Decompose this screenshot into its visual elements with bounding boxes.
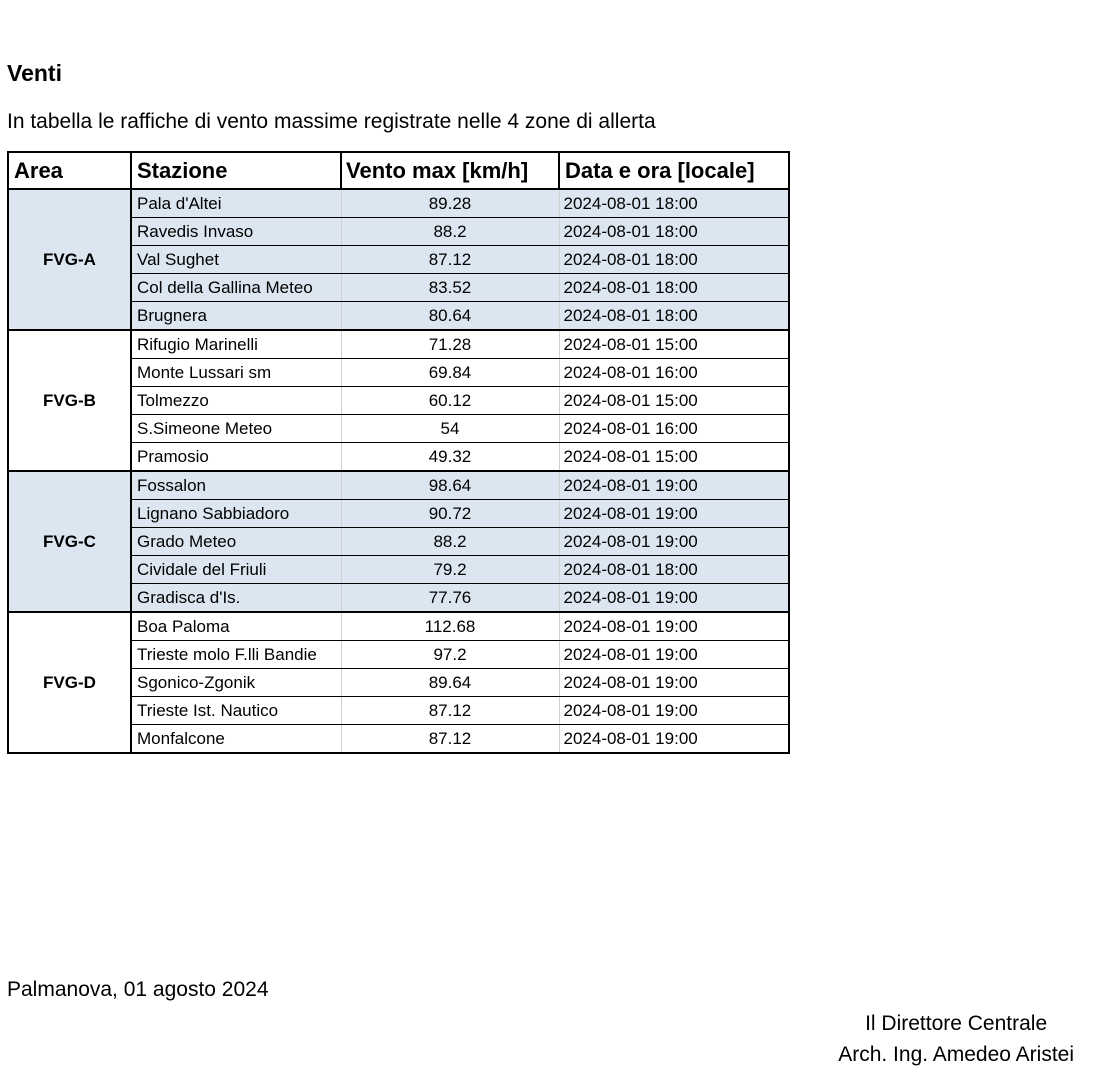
station-cell: Monte Lussari sm	[131, 359, 341, 387]
datetime-cell: 2024-08-01 18:00	[559, 556, 789, 584]
datetime-cell: 2024-08-01 18:00	[559, 189, 789, 218]
station-cell: Trieste Ist. Nautico	[131, 697, 341, 725]
table-row	[8, 189, 789, 218]
datetime-cell: 2024-08-01 16:00	[559, 415, 789, 443]
station-cell: Gradisca d'Is.	[131, 584, 341, 613]
station-cell: Monfalcone	[131, 725, 341, 754]
station-cell: Pala d'Altei	[131, 189, 341, 218]
wind-max-cell: 77.76	[341, 584, 559, 613]
datetime-cell: 2024-08-01 19:00	[559, 725, 789, 754]
wind-max-cell: 49.32	[341, 443, 559, 472]
header-station: Stazione	[131, 152, 341, 189]
wind-max-cell: 87.12	[341, 246, 559, 274]
wind-max-cell: 98.64	[341, 471, 559, 500]
station-cell: Tolmezzo	[131, 387, 341, 415]
wind-max-cell: 90.72	[341, 500, 559, 528]
station-cell: Brugnera	[131, 302, 341, 331]
datetime-cell: 2024-08-01 18:00	[559, 274, 789, 302]
datetime-cell: 2024-08-01 18:00	[559, 218, 789, 246]
station-cell: Cividale del Friuli	[131, 556, 341, 584]
datetime-cell: 2024-08-01 19:00	[559, 500, 789, 528]
station-cell: Val Sughet	[131, 246, 341, 274]
signature-role: Il Direttore Centrale	[865, 1012, 1048, 1035]
wind-max-cell: 83.52	[341, 274, 559, 302]
datetime-cell: 2024-08-01 19:00	[559, 612, 789, 641]
wind-max-cell: 112.68	[341, 612, 559, 641]
area-cell: FVG-C	[8, 471, 131, 612]
station-cell: Fossalon	[131, 471, 341, 500]
area-cell: FVG-A	[8, 189, 131, 330]
wind-max-cell: 79.2	[341, 556, 559, 584]
table-header-row	[8, 152, 789, 189]
station-cell: Boa Paloma	[131, 612, 341, 641]
datetime-cell: 2024-08-01 18:00	[559, 302, 789, 331]
wind-max-cell: 89.28	[341, 189, 559, 218]
station-cell: Lignano Sabbiadoro	[131, 500, 341, 528]
header-datetime: Data e ora [locale]	[559, 152, 789, 189]
place-date: Palmanova, 01 agosto 2024	[7, 978, 269, 1001]
wind-max-cell: 97.2	[341, 641, 559, 669]
datetime-cell: 2024-08-01 15:00	[559, 443, 789, 472]
wind-max-cell: 80.64	[341, 302, 559, 331]
intro-text: In tabella le raffiche di vento massime registrate nelle 4 zone di allerta	[7, 110, 656, 133]
datetime-cell: 2024-08-01 19:00	[559, 641, 789, 669]
datetime-cell: 2024-08-01 19:00	[559, 669, 789, 697]
wind-max-cell: 88.2	[341, 218, 559, 246]
station-cell: Rifugio Marinelli	[131, 330, 341, 359]
wind-table	[7, 151, 790, 754]
table-row	[8, 330, 789, 359]
table-row	[8, 612, 789, 641]
wind-max-cell: 87.12	[341, 697, 559, 725]
wind-max-cell: 89.64	[341, 669, 559, 697]
datetime-cell: 2024-08-01 16:00	[559, 359, 789, 387]
datetime-cell: 2024-08-01 15:00	[559, 330, 789, 359]
wind-max-cell: 88.2	[341, 528, 559, 556]
wind-max-cell: 60.12	[341, 387, 559, 415]
station-cell: Pramosio	[131, 443, 341, 472]
area-cell: FVG-B	[8, 330, 131, 471]
wind-max-cell: 69.84	[341, 359, 559, 387]
table-body	[8, 189, 789, 753]
datetime-cell: 2024-08-01 19:00	[559, 584, 789, 613]
station-cell: Ravedis Invaso	[131, 218, 341, 246]
wind-max-cell: 71.28	[341, 330, 559, 359]
header-area: Area	[8, 152, 131, 189]
table-row	[8, 471, 789, 500]
station-cell: Grado Meteo	[131, 528, 341, 556]
wind-max-cell: 54	[341, 415, 559, 443]
signature-name: Arch. Ing. Amedeo Aristei	[838, 1043, 1074, 1066]
station-cell: Trieste molo F.lli Bandie	[131, 641, 341, 669]
area-cell: FVG-D	[8, 612, 131, 753]
wind-max-cell: 87.12	[341, 725, 559, 754]
datetime-cell: 2024-08-01 15:00	[559, 387, 789, 415]
datetime-cell: 2024-08-01 19:00	[559, 471, 789, 500]
datetime-cell: 2024-08-01 19:00	[559, 697, 789, 725]
header-wind-max: Vento max [km/h]	[341, 152, 559, 189]
datetime-cell: 2024-08-01 19:00	[559, 528, 789, 556]
signature-block	[838, 1008, 1074, 1070]
station-cell: S.Simeone Meteo	[131, 415, 341, 443]
station-cell: Col della Gallina Meteo	[131, 274, 341, 302]
page-title: Venti	[7, 60, 62, 86]
datetime-cell: 2024-08-01 18:00	[559, 246, 789, 274]
station-cell: Sgonico-Zgonik	[131, 669, 341, 697]
